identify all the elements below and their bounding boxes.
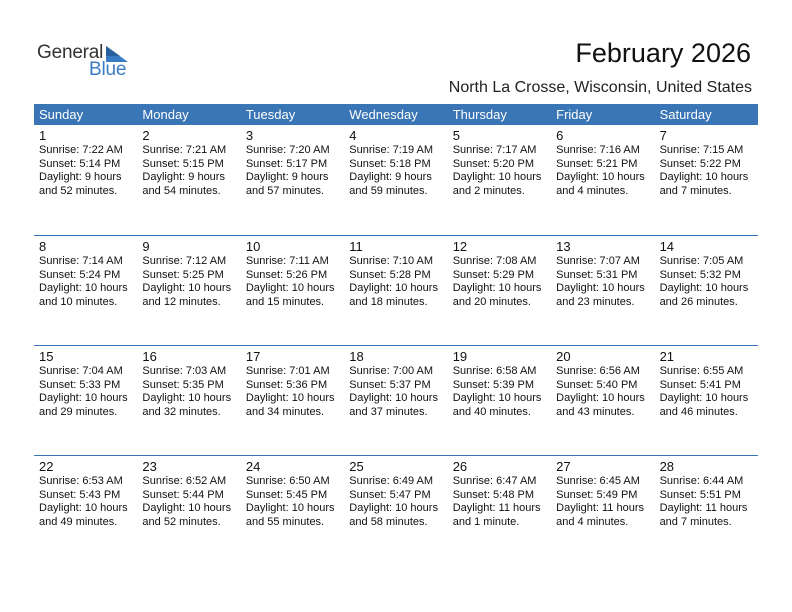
sunrise-text: Sunrise: 7:01 AM <box>245 365 330 377</box>
day-number: 13 <box>556 239 571 254</box>
daylight-text: Daylight: 10 hours <box>245 502 335 514</box>
sunset-text: Sunset: 5:15 PM <box>142 157 224 170</box>
daylight-minutes-text: and 49 minutes. <box>39 515 118 528</box>
day-number: 1 <box>39 128 47 143</box>
day-cell <box>137 236 240 345</box>
daylight-minutes-text: and 43 minutes. <box>556 405 635 418</box>
day-number: 28 <box>659 459 675 474</box>
day-number: 17 <box>245 349 261 364</box>
sunrise-text: Sunrise: 6:47 AM <box>452 475 537 487</box>
sunrise-text: Sunrise: 7:16 AM <box>556 144 640 156</box>
sunrise-text: Sunrise: 6:52 AM <box>142 475 227 487</box>
day-number: 3 <box>245 128 254 143</box>
day-number: 20 <box>556 349 571 364</box>
daylight-minutes-text: and 37 minutes. <box>349 405 428 418</box>
sunrise-text: Sunrise: 7:19 AM <box>349 144 434 156</box>
sunset-text: Sunset: 5:37 PM <box>349 378 431 391</box>
page-title: February 2026 <box>575 38 751 68</box>
day-cell <box>551 346 654 455</box>
sunset-text: Sunset: 5:43 PM <box>39 488 121 501</box>
logo-text-general: General <box>37 42 104 63</box>
day-cell <box>655 456 758 565</box>
day-cell <box>344 125 447 235</box>
daylight-minutes-text: and 46 minutes. <box>659 405 738 418</box>
daylight-minutes-text: and 58 minutes. <box>349 515 428 528</box>
sunset-text: Sunset: 5:49 PM <box>556 488 638 501</box>
daylight-text: Daylight: 10 hours <box>142 502 232 514</box>
logo-text-blue: Blue <box>89 59 127 80</box>
day-cell <box>137 456 240 565</box>
daylight-text: Daylight: 10 hours <box>245 282 335 294</box>
daylight-text: Daylight: 10 hours <box>142 392 232 404</box>
daylight-minutes-text: and 34 minutes. <box>245 405 325 418</box>
weekday-header: Wednesday <box>349 107 418 122</box>
day-number: 19 <box>452 349 468 364</box>
daylight-minutes-text: and 2 minutes. <box>452 184 525 197</box>
daylight-text: Daylight: 10 hours <box>349 392 438 404</box>
day-number: 7 <box>659 128 667 143</box>
sunrise-text: Sunrise: 7:00 AM <box>349 365 434 377</box>
daylight-text: Daylight: 10 hours <box>452 282 542 294</box>
day-number: 8 <box>39 239 47 254</box>
sunrise-text: Sunrise: 7:22 AM <box>39 144 123 156</box>
day-number: 22 <box>39 459 54 474</box>
daylight-text: Daylight: 10 hours <box>245 392 335 404</box>
sunset-text: Sunset: 5:22 PM <box>659 157 741 170</box>
weekday-header: Tuesday <box>245 107 296 122</box>
sunset-text: Sunset: 5:41 PM <box>659 378 741 391</box>
day-number: 24 <box>245 459 261 474</box>
day-cell <box>448 236 551 345</box>
weekday-header: Thursday <box>452 107 507 122</box>
sunrise-text: Sunrise: 7:11 AM <box>245 255 329 267</box>
sunrise-text: Sunrise: 6:58 AM <box>452 365 537 377</box>
daylight-minutes-text: and 15 minutes. <box>245 295 325 308</box>
day-cell <box>241 125 344 235</box>
day-cell <box>655 125 758 235</box>
day-cell <box>137 346 240 455</box>
sunrise-text: Sunrise: 7:17 AM <box>452 144 537 156</box>
sunrise-text: Sunrise: 7:15 AM <box>659 144 744 156</box>
day-cell <box>551 125 654 235</box>
sunset-text: Sunset: 5:48 PM <box>452 488 535 501</box>
week-row <box>34 455 758 565</box>
sunset-text: Sunset: 5:17 PM <box>245 157 328 170</box>
weekday-header-row <box>34 104 758 125</box>
day-cell <box>448 456 551 565</box>
sunset-text: Sunset: 5:51 PM <box>659 488 741 501</box>
daylight-text: Daylight: 9 hours <box>39 171 122 183</box>
sunset-text: Sunset: 5:36 PM <box>245 378 328 391</box>
daylight-text: Daylight: 10 hours <box>556 282 645 294</box>
sunrise-text: Sunrise: 6:45 AM <box>556 475 640 487</box>
sunrise-text: Sunrise: 7:14 AM <box>39 255 123 267</box>
day-cell <box>551 236 654 345</box>
sunset-text: Sunset: 5:32 PM <box>659 268 741 281</box>
daylight-text: Daylight: 10 hours <box>659 392 749 404</box>
day-cell <box>551 456 654 565</box>
day-number: 6 <box>556 128 564 143</box>
daylight-minutes-text: and 4 minutes. <box>556 515 629 528</box>
daylight-text: Daylight: 10 hours <box>142 282 232 294</box>
sunset-text: Sunset: 5:28 PM <box>349 268 431 281</box>
day-cell <box>34 125 137 235</box>
day-number: 21 <box>659 349 675 364</box>
day-cell <box>448 125 551 235</box>
daylight-text: Daylight: 11 hours <box>659 502 748 514</box>
location-subtitle: North La Crosse, Wisconsin, United States <box>448 79 752 96</box>
daylight-text: Daylight: 10 hours <box>39 392 128 404</box>
weekday-header: Sunday <box>39 107 84 122</box>
sunrise-text: Sunrise: 7:07 AM <box>556 255 640 267</box>
day-number: 16 <box>142 349 157 364</box>
daylight-minutes-text: and 59 minutes. <box>349 184 428 197</box>
daylight-text: Daylight: 11 hours <box>556 502 644 514</box>
daylight-minutes-text: and 10 minutes. <box>39 295 118 308</box>
sunrise-text: Sunrise: 6:49 AM <box>349 475 434 487</box>
sunrise-text: Sunrise: 6:55 AM <box>659 365 744 377</box>
daylight-text: Daylight: 10 hours <box>452 171 542 183</box>
daylight-minutes-text: and 55 minutes. <box>245 515 325 528</box>
week-row <box>34 235 758 345</box>
day-number: 26 <box>452 459 468 474</box>
sunset-text: Sunset: 5:29 PM <box>452 268 535 281</box>
sunrise-text: Sunrise: 6:44 AM <box>659 475 744 487</box>
daylight-minutes-text: and 1 minute. <box>452 515 520 528</box>
daylight-text: Daylight: 9 hours <box>349 171 432 183</box>
daylight-minutes-text: and 12 minutes. <box>142 295 221 308</box>
daylight-minutes-text: and 32 minutes. <box>142 405 221 418</box>
sunset-text: Sunset: 5:14 PM <box>39 157 121 170</box>
sunrise-text: Sunrise: 7:03 AM <box>142 365 227 377</box>
sunrise-text: Sunrise: 7:20 AM <box>245 144 330 156</box>
sunrise-text: Sunrise: 7:04 AM <box>39 365 123 377</box>
day-number: 12 <box>452 239 468 254</box>
daylight-minutes-text: and 4 minutes. <box>556 184 629 197</box>
sunrise-text: Sunrise: 7:12 AM <box>142 255 227 267</box>
sunset-text: Sunset: 5:39 PM <box>452 378 535 391</box>
day-cell <box>655 236 758 345</box>
sunrise-text: Sunrise: 7:10 AM <box>349 255 434 267</box>
sunrise-text: Sunrise: 6:50 AM <box>245 475 330 487</box>
sunrise-text: Sunrise: 6:53 AM <box>39 475 123 487</box>
daylight-text: Daylight: 10 hours <box>659 171 749 183</box>
daylight-minutes-text: and 26 minutes. <box>659 295 738 308</box>
day-number: 18 <box>349 349 364 364</box>
sunset-text: Sunset: 5:35 PM <box>142 378 224 391</box>
day-cell <box>344 346 447 455</box>
sunrise-text: Sunrise: 6:56 AM <box>556 365 640 377</box>
week-row <box>34 345 758 455</box>
sunrise-text: Sunrise: 7:08 AM <box>452 255 537 267</box>
day-number: 5 <box>452 128 460 143</box>
sunset-text: Sunset: 5:21 PM <box>556 157 638 170</box>
sunset-text: Sunset: 5:18 PM <box>349 157 431 170</box>
day-cell <box>241 456 344 565</box>
sunset-text: Sunset: 5:33 PM <box>39 378 121 391</box>
daylight-minutes-text: and 7 minutes. <box>659 515 732 528</box>
day-cell <box>344 456 447 565</box>
sunrise-text: Sunrise: 7:05 AM <box>659 255 744 267</box>
day-number: 10 <box>245 239 261 254</box>
daylight-text: Daylight: 9 hours <box>245 171 329 183</box>
daylight-text: Daylight: 10 hours <box>556 171 645 183</box>
day-number: 15 <box>39 349 54 364</box>
day-number: 23 <box>142 459 157 474</box>
daylight-text: Daylight: 10 hours <box>556 392 645 404</box>
day-number: 4 <box>349 128 357 143</box>
daylight-text: Daylight: 10 hours <box>452 392 542 404</box>
daylight-text: Daylight: 10 hours <box>349 502 438 514</box>
sunset-text: Sunset: 5:25 PM <box>142 268 224 281</box>
sunrise-text: Sunrise: 7:21 AM <box>142 144 227 156</box>
day-number: 9 <box>142 239 150 254</box>
day-number: 27 <box>556 459 571 474</box>
sunset-text: Sunset: 5:45 PM <box>245 488 328 501</box>
day-cell <box>241 236 344 345</box>
sunset-text: Sunset: 5:47 PM <box>349 488 431 501</box>
daylight-minutes-text: and 52 minutes. <box>39 184 118 197</box>
daylight-minutes-text: and 57 minutes. <box>245 184 325 197</box>
daylight-text: Daylight: 10 hours <box>659 282 749 294</box>
day-number: 2 <box>142 128 150 143</box>
daylight-text: Daylight: 10 hours <box>349 282 438 294</box>
daylight-text: Daylight: 10 hours <box>39 502 128 514</box>
daylight-minutes-text: and 40 minutes. <box>452 405 531 418</box>
weekday-header: Saturday <box>659 107 712 122</box>
logo <box>37 42 137 82</box>
sunset-text: Sunset: 5:24 PM <box>39 268 121 281</box>
day-cell <box>241 346 344 455</box>
day-cell <box>448 346 551 455</box>
daylight-minutes-text: and 23 minutes. <box>556 295 635 308</box>
sunset-text: Sunset: 5:31 PM <box>556 268 638 281</box>
daylight-minutes-text: and 7 minutes. <box>659 184 732 197</box>
daylight-minutes-text: and 29 minutes. <box>39 405 118 418</box>
daylight-text: Daylight: 9 hours <box>142 171 225 183</box>
daylight-minutes-text: and 52 minutes. <box>142 515 221 528</box>
day-cell <box>34 236 137 345</box>
daylight-minutes-text: and 20 minutes. <box>452 295 531 308</box>
day-cell <box>34 456 137 565</box>
daylight-minutes-text: and 18 minutes. <box>349 295 428 308</box>
sunset-text: Sunset: 5:40 PM <box>556 378 638 391</box>
weekday-header: Monday <box>142 107 189 122</box>
day-cell <box>34 346 137 455</box>
sunset-text: Sunset: 5:44 PM <box>142 488 224 501</box>
day-number: 25 <box>349 459 364 474</box>
weekday-header: Friday <box>556 107 593 122</box>
day-number: 11 <box>349 239 363 254</box>
weeks-container <box>34 125 758 565</box>
daylight-text: Daylight: 11 hours <box>452 502 541 514</box>
day-cell <box>137 125 240 235</box>
calendar-grid <box>34 104 758 565</box>
day-cell <box>344 236 447 345</box>
sunset-text: Sunset: 5:20 PM <box>452 157 535 170</box>
week-row <box>34 125 758 235</box>
day-number: 14 <box>659 239 675 254</box>
sunset-text: Sunset: 5:26 PM <box>245 268 328 281</box>
day-cell <box>655 346 758 455</box>
daylight-minutes-text: and 54 minutes. <box>142 184 221 197</box>
daylight-text: Daylight: 10 hours <box>39 282 128 294</box>
